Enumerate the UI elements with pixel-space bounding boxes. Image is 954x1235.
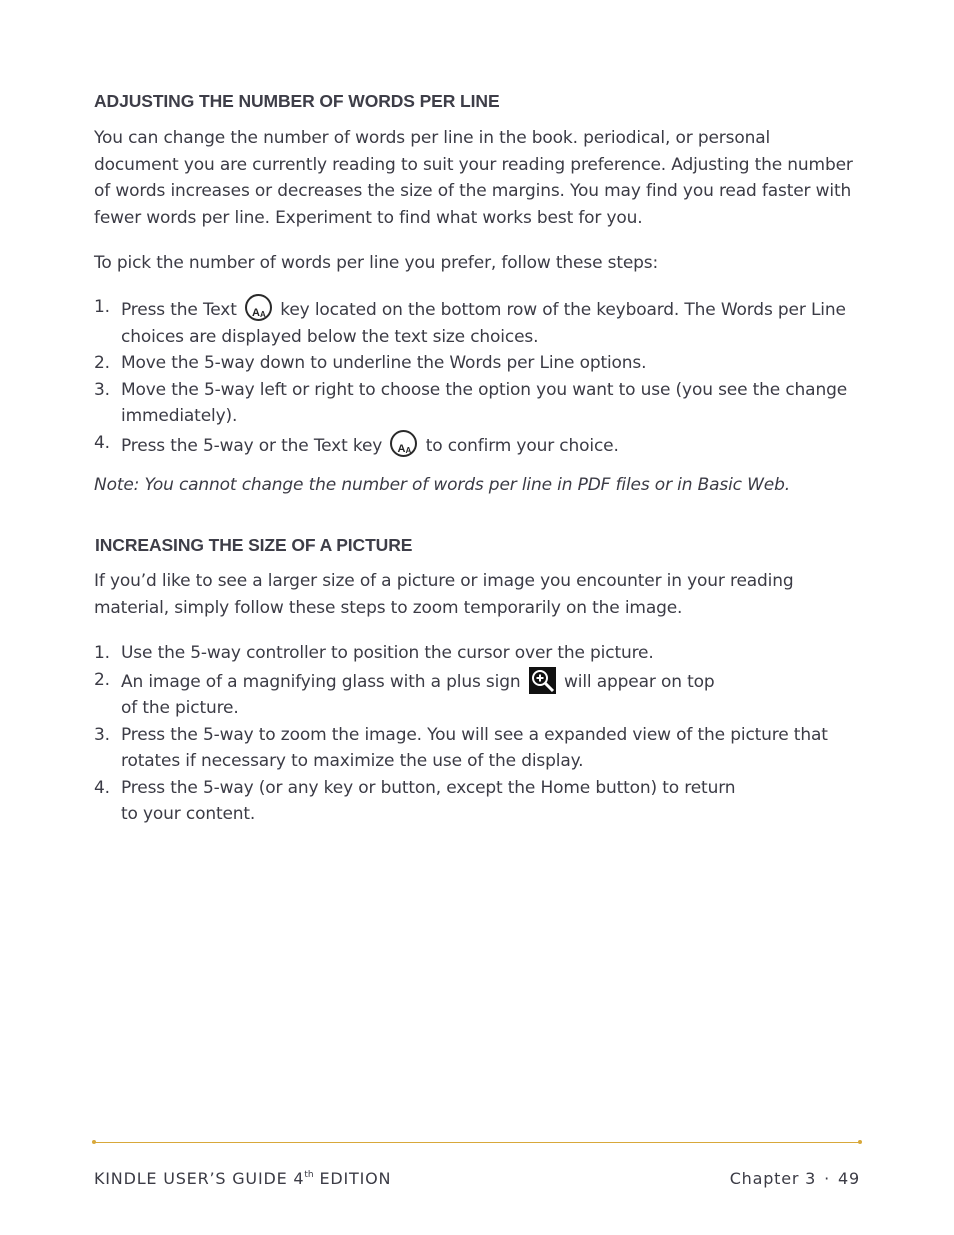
text-size-key-icon [245,294,272,321]
list-item: 3. Press the 5-way to zoom the image. You will see a expanded view of the picture that rotates if necessary to maximize the use of the display. [94,724,828,771]
steps-intro: To pick the number of words per line you prefer, follow these steps: [94,253,659,273]
magnifier-plus-icon [529,667,556,694]
note-text: Note: You cannot change the number of words per line in PDF files or in Basic Web. [94,475,790,495]
footer-page-info: Chapter 3 · 49 [729,1169,860,1188]
list-item: 4. Press the 5-way or the Text key A A to confirm your choice. [94,430,854,460]
words-per-line-paragraph: You can change the number of words per line in the book. periodical, or personal document you are currently reading to suit your reading preference. Adjusting the number of words increases or decreases the size of the margins. You may find you read faster with fewer words per line. Experiment to find what works best for you. [94,128,853,228]
text-size-key-icon [390,430,417,457]
chapter-label: Chapter 3 [729,1169,817,1188]
list-item: 1. Press the Text A A key located on the bottom row of the keyboard. The Words per Line choices are displayed below the text size choices. [94,294,854,350]
picture-size-paragraph: If you’d like to see a larger size of a picture or image you encounter in your reading material, simply follow these steps to zoom temporarily on the image. [94,571,794,618]
page-number: 49 [838,1169,860,1188]
section-heading-picture-size: INCREASING THE SIZE OF A PICTURE [95,535,413,555]
footer-guide-title: KINDLE USER’S GUIDE 4th EDITION [94,1169,392,1188]
list-item: 1. Use the 5-way controller to position the cursor over the picture. [94,643,654,663]
list-item: 3. Move the 5-way left or right to choose the option you want to use (you see the change immediately). [94,379,848,426]
list-item: 2. Move the 5-way down to underline the Words per Line options. [94,353,647,373]
picture-size-steps [94,640,854,828]
words-per-line-steps [94,294,854,459]
footer-divider [94,1142,860,1143]
section-heading-words-per-line: ADJUSTING THE NUMBER OF WORDS PER LINE [94,91,500,111]
list-item: 4. Press the 5-way (or any key or button, except the Home button) to return to your content. [94,777,736,824]
list-item: 2. An image of a magnifying glass with a plus sign will appear on top of the picture. [94,667,854,722]
